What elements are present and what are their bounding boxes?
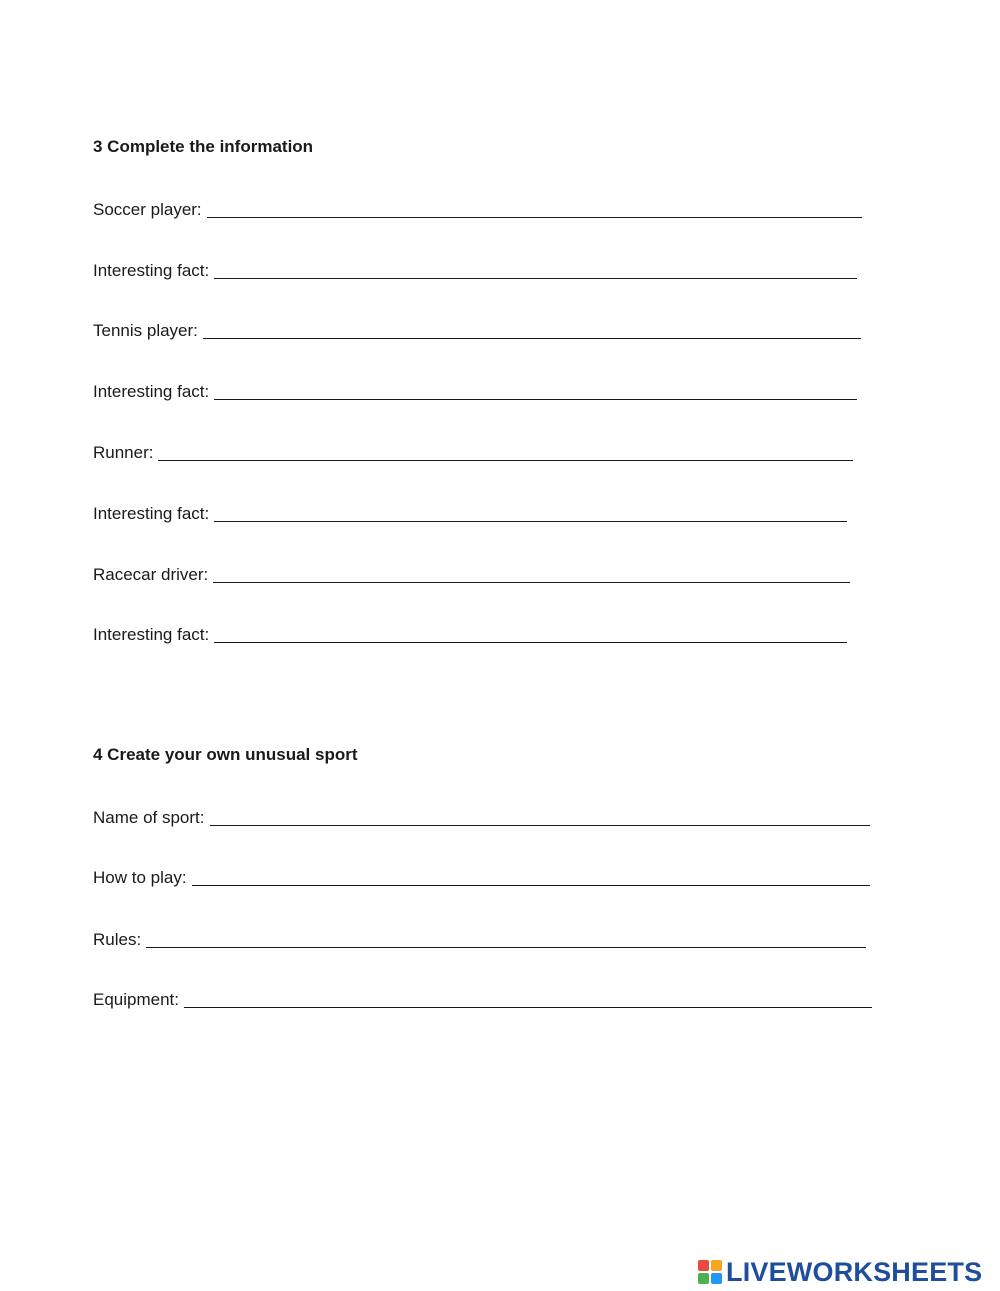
- field-label: Runner:: [93, 443, 154, 462]
- name-of-sport-answer-line[interactable]: [210, 825, 871, 826]
- field-label: Racecar driver:: [93, 565, 209, 584]
- field-label: Interesting fact:: [93, 504, 210, 523]
- field-label: How to play:: [93, 868, 187, 887]
- field-label: Name of sport:: [93, 808, 205, 827]
- logo-block: [698, 1273, 709, 1284]
- section-3-heading: 3 Complete the information: [93, 137, 314, 156]
- racecar-driver-field: [93, 562, 850, 586]
- interesting-fact-answer-line[interactable]: [214, 521, 847, 522]
- tennis-player-answer-line[interactable]: [203, 338, 861, 339]
- logo-block: [711, 1260, 722, 1271]
- equipment-answer-line[interactable]: [184, 1007, 872, 1008]
- field-label: Equipment:: [93, 990, 179, 1009]
- how-to-play-answer-line[interactable]: [192, 885, 870, 886]
- soccer-player-answer-line[interactable]: [207, 217, 862, 218]
- runner-field: [93, 440, 853, 464]
- field-label: Tennis player:: [93, 321, 198, 340]
- interesting-fact-answer-line[interactable]: [214, 278, 857, 279]
- tennis-player-field: [93, 318, 861, 342]
- logo-block: [711, 1273, 722, 1284]
- field-label: Rules:: [93, 930, 142, 949]
- field-label: Interesting fact:: [93, 261, 210, 280]
- logo-block: [698, 1260, 709, 1271]
- racecar-driver-answer-line[interactable]: [213, 582, 850, 583]
- logo-blocks-icon: [698, 1260, 722, 1284]
- rules-answer-line[interactable]: [146, 947, 866, 948]
- name-of-sport-field: [93, 805, 870, 829]
- field-label: Soccer player:: [93, 200, 202, 219]
- logo-text: LIVEWORKSHEETS: [726, 1256, 983, 1287]
- runner-answer-line[interactable]: [158, 460, 853, 461]
- equipment-field: [93, 987, 872, 1011]
- interesting-fact-field: [93, 379, 857, 403]
- section-4-heading: 4 Create your own unusual sport: [93, 745, 358, 764]
- interesting-fact-answer-line[interactable]: [214, 642, 847, 643]
- soccer-player-field: [93, 197, 862, 221]
- interesting-fact-field: [93, 622, 847, 646]
- interesting-fact-field: [93, 501, 847, 525]
- rules-field: [93, 927, 866, 951]
- field-label: Interesting fact:: [93, 625, 210, 644]
- field-label: Interesting fact:: [93, 382, 210, 401]
- interesting-fact-field: [93, 258, 857, 282]
- interesting-fact-answer-line[interactable]: [214, 399, 857, 400]
- liveworksheets-logo: [698, 1257, 982, 1287]
- how-to-play-field: [93, 865, 870, 889]
